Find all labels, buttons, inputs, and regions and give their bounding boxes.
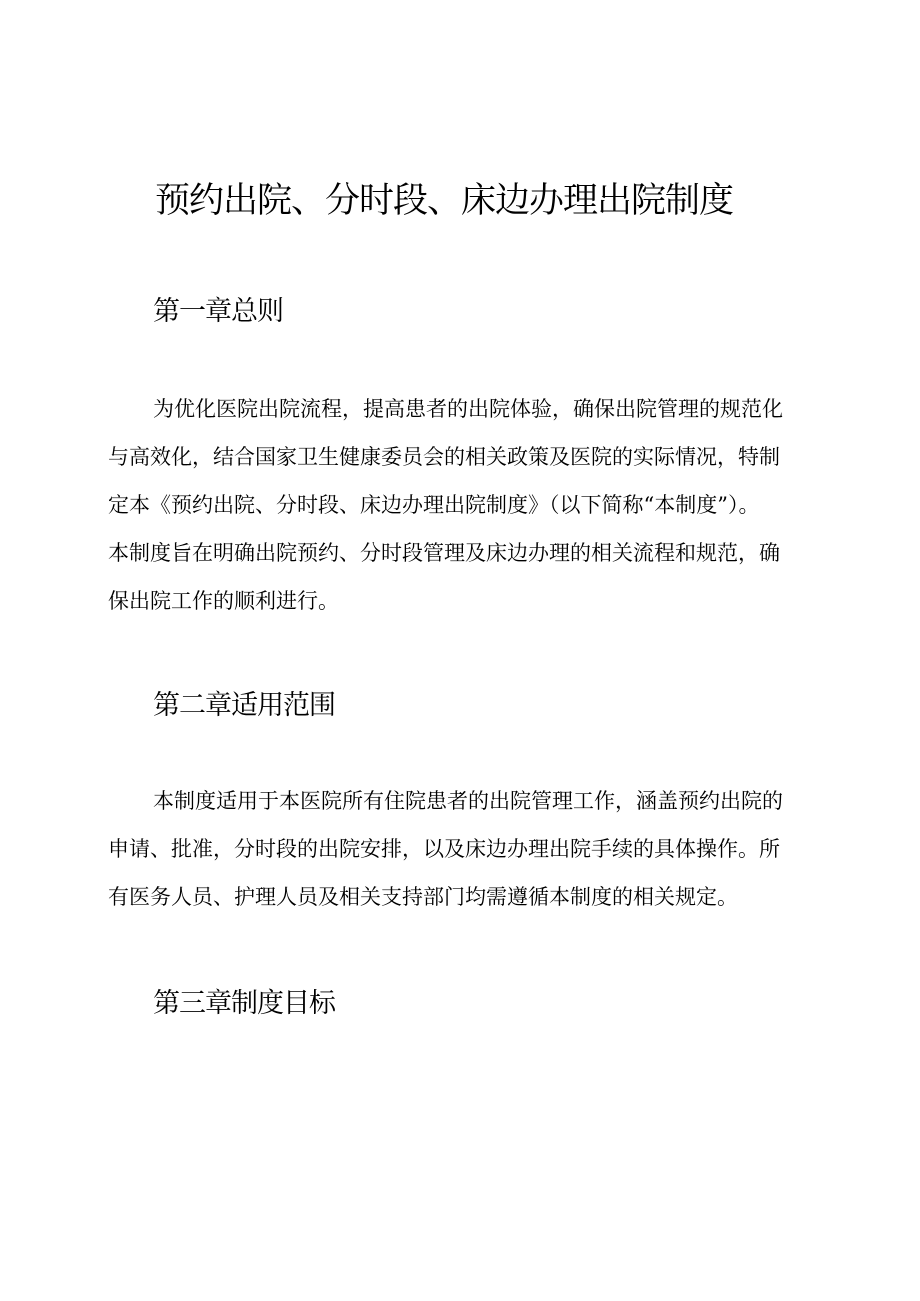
document-title: 预约出院、分时段、床边办理出院制度 bbox=[155, 181, 734, 221]
chapter-2-paragraph bbox=[108, 777, 828, 921]
chapter-1-paragraph bbox=[108, 385, 828, 625]
paragraph-line: 定本《预约出院、分时段、床边办理出院制度》（以下简称“本制度”）。 bbox=[108, 493, 760, 517]
paragraph-line: 本制度旨在明确出院预约、分时段管理及床边办理的相关流程和规范，确 bbox=[108, 541, 780, 565]
paragraph-line: 申请、批准，分时段的出院安排，以及床边办理出院手续的具体操作。所 bbox=[108, 837, 780, 861]
chapter-2-heading: 第二章适用范围 bbox=[153, 690, 335, 721]
chapter-1-heading: 第一章总则 bbox=[153, 296, 283, 327]
paragraph-line: 为优化医院出院流程，提高患者的出院体验，确保出院管理的规范化 bbox=[153, 397, 783, 421]
paragraph-line: 本制度适用于本医院所有住院患者的出院管理工作，涵盖预约出院的 bbox=[153, 789, 783, 813]
chapter-3-heading: 第三章制度目标 bbox=[153, 988, 335, 1019]
paragraph-line: 有医务人员、护理人员及相关支持部门均需遵循本制度的相关规定。 bbox=[108, 885, 738, 909]
paragraph-line: 保出院工作的顺利进行。 bbox=[108, 589, 339, 613]
paragraph-line: 与高效化，结合国家卫生健康委员会的相关政策及医院的实际情况，特制 bbox=[108, 445, 780, 469]
